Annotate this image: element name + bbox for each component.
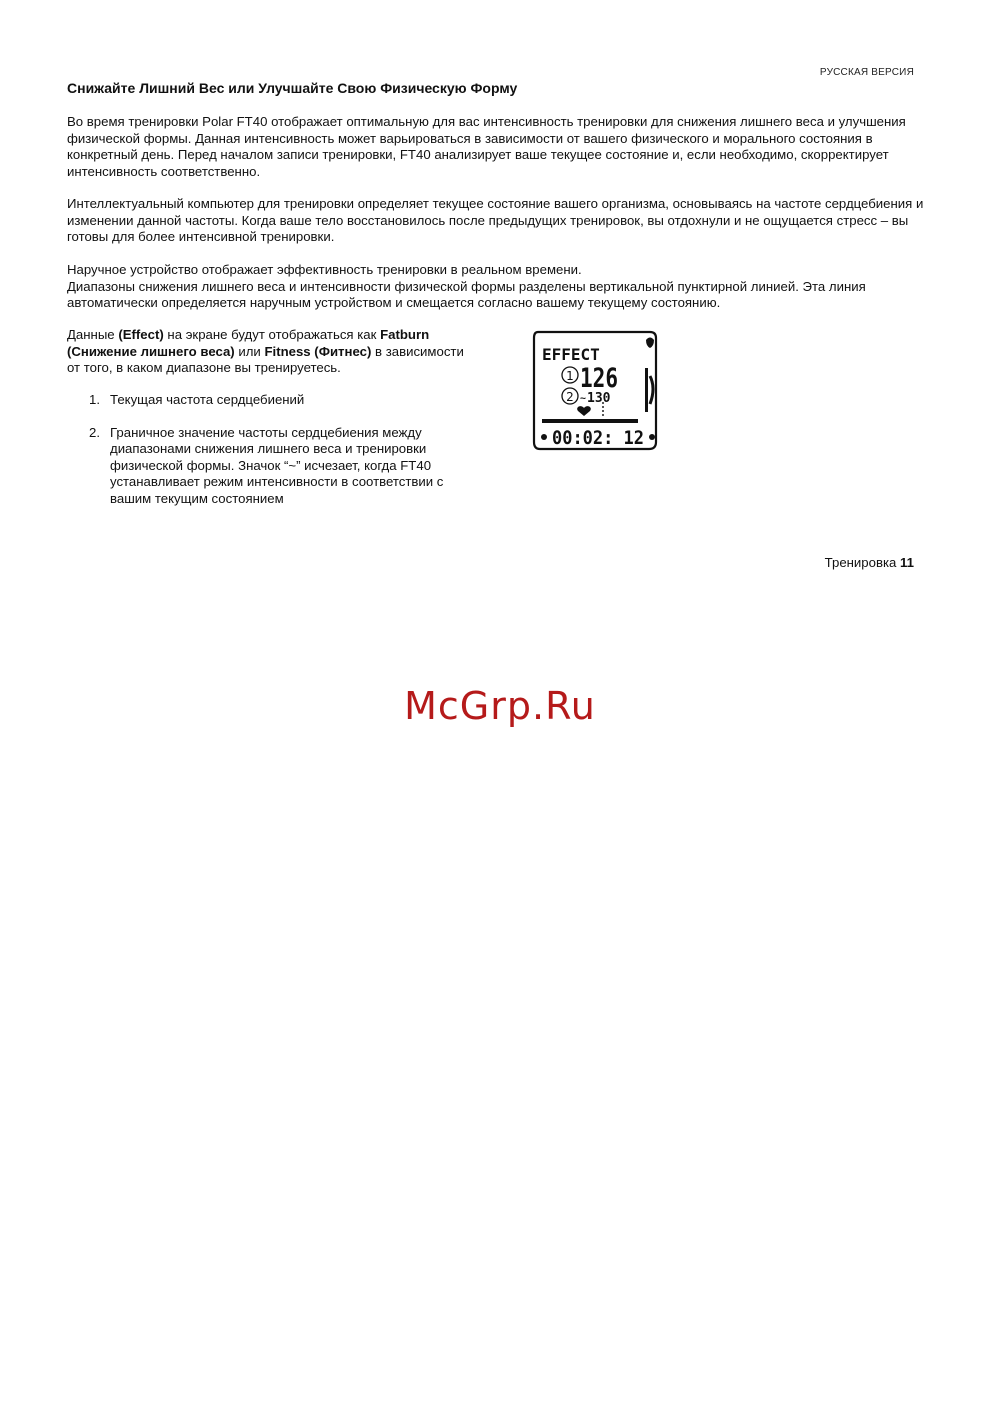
effect-text-4: в зависимости от того, в каком диапазоне вы тренируетесь.: [67, 343, 464, 375]
watermark: McGrp.Ru: [404, 684, 596, 728]
display-title: EFFECT: [542, 345, 600, 364]
limit-value: 130: [587, 391, 611, 406]
fitness-term: Fitness (Фитнес): [264, 343, 372, 359]
fatburn-term: Fatburn (Снижение лишнего веса): [67, 327, 430, 359]
left-dot-icon: [541, 434, 547, 440]
paragraph-zones-line2: Диапазоны снижения лишнего веса и интенсивности физической формы разделены вертикальной пунктирной линией. Эта линия автоматически определяется наручным устройством и смещается согласно вашему текущему состоянию.: [67, 278, 866, 310]
effect-term: (Effect): [118, 327, 164, 342]
marker-1-label: 1: [566, 369, 574, 383]
page-number: 11: [900, 555, 914, 570]
paragraph-zones: [67, 262, 927, 312]
page-footer: [825, 555, 914, 570]
numbered-list: [67, 392, 467, 523]
watch-display-illustration: [532, 330, 662, 452]
page-title: Снижайте Лишний Вес или Улучшайте Свою Физическую Форму: [67, 80, 518, 96]
effect-text-2: на экране будут отображаться как: [163, 327, 381, 342]
list-item-text: Граничное значение частоты сердцебиения между диапазонами снижения лишнего веса и тренировки физической формы. Значок “~” исчезает, когда FT40 устанавливает режим интенсивности в соответствии с вашим текущим состоянием: [110, 424, 444, 506]
heart-rate-value: 126: [580, 363, 618, 394]
paragraph-zones-line1: Наручное устройство отображает эффективность тренировки в реальном времени.: [67, 262, 582, 277]
footer-section: Тренировка: [824, 555, 897, 570]
right-dot-icon: [649, 434, 655, 440]
timer-value: 00:02: 12: [552, 427, 644, 449]
paragraph-effect: [67, 327, 467, 377]
paragraph-intro: Во время тренировки Polar FT40 отображает оптимальную для вас интенсивность тренировки для снижения лишнего веса и улучшения физической формы. Данная интенсивность может варьироваться в зависимости от вашего физического и морального состояния в конкретный день. Перед началом записи тренировки, FT40 анализирует ваше текущее состояние и, если необходимо, скорректирует интенсивность соответственно.: [67, 114, 906, 179]
language-label: РУССКАЯ ВЕРСИЯ: [819, 67, 914, 78]
marker-2-label: 2: [566, 390, 574, 404]
effect-text-3: или: [234, 343, 265, 359]
list-item-number: 2.: [89, 424, 100, 440]
zone-bar: [542, 419, 638, 423]
list-item: [67, 392, 467, 409]
list-item-text: Текущая частота сердцебиений: [110, 392, 305, 407]
side-bar-indicator: [645, 368, 648, 412]
list-item-number: 1.: [89, 392, 100, 407]
list-item: [67, 425, 467, 508]
effect-text-1: Данные: [67, 327, 119, 342]
paragraph-computer: Интеллектуальный компьютер для тренировки определяет текущее состояние вашего организма, основываясь на частоте сердцебиения и изменении данной частоты. Когда ваше тело восстановилось после предыдущих тренировок, вы отдохнули и не ощущается стресс – вы готовы для более интенсивной тренировки.: [67, 196, 924, 244]
limit-prefix: ~: [580, 393, 587, 404]
